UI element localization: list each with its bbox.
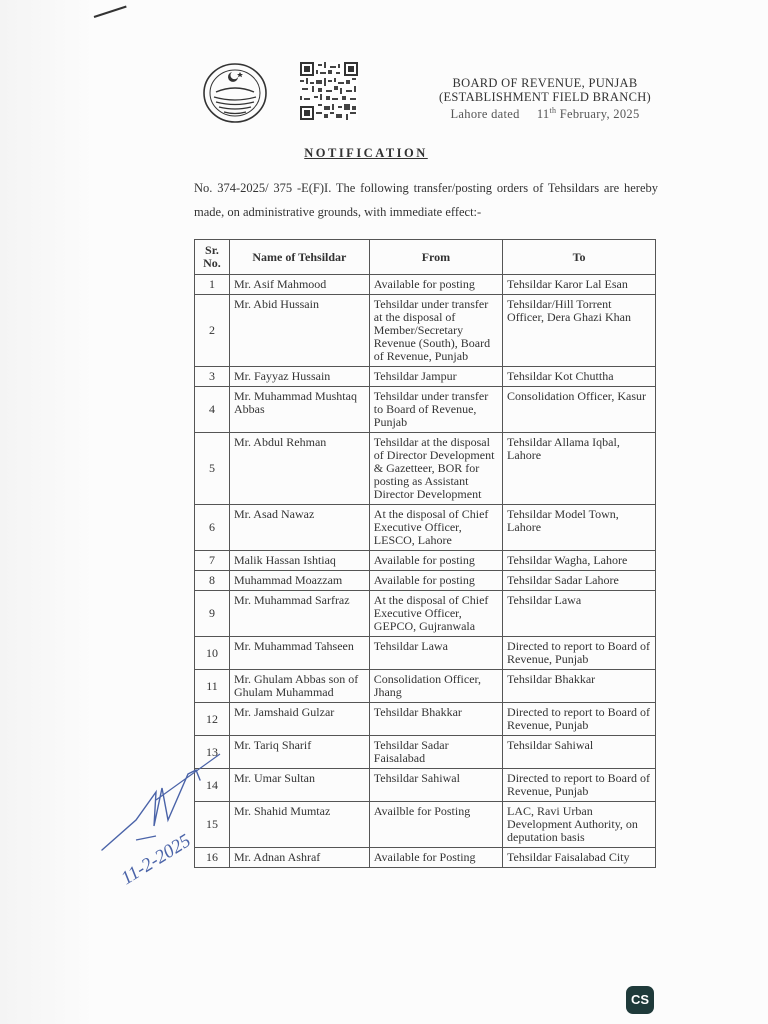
- date-line: [420, 104, 670, 121]
- table-body: [195, 275, 656, 868]
- cell-from: At the disposal of Chief Executive Officer, GEPCO, Gujranwala: [369, 591, 502, 637]
- cell-from: Available for posting: [369, 571, 502, 591]
- cell-to: Tehsildar Sadar Lahore: [503, 571, 656, 591]
- notification-title: NOTIFICATION: [304, 146, 428, 160]
- cell-sr-no: 16: [195, 848, 230, 868]
- date-rest: February, 2025: [559, 107, 640, 122]
- table-row: [195, 637, 656, 670]
- cell-sr-no: 1: [195, 275, 230, 295]
- cell-name: Mr. Adnan Ashraf: [229, 848, 369, 868]
- cell-name: Mr. Abid Hussain: [229, 295, 369, 367]
- table-row: [195, 848, 656, 868]
- table-row: [195, 703, 656, 736]
- cell-to: Tehsildar Allama Iqbal, Lahore: [503, 433, 656, 505]
- table-row: [195, 433, 656, 505]
- cell-name: Mr. Ghulam Abbas son of Ghulam Muhammad: [229, 670, 369, 703]
- cell-name: Mr. Shahid Mumtaz: [229, 802, 369, 848]
- cell-to: Directed to report to Board of Revenue, Punjab: [503, 637, 656, 670]
- header-from: From: [369, 240, 502, 275]
- office-header: [420, 76, 670, 121]
- cell-sr-no: 7: [195, 551, 230, 571]
- cell-sr-no: 5: [195, 433, 230, 505]
- date-prefix: Lahore dated: [450, 107, 520, 122]
- cell-to: Tehsildar Lawa: [503, 591, 656, 637]
- notification-intro: No. 374-2025/ 375 -E(F)I. The following transfer/posting orders of Tehsildars are hereby made, on administrative grounds, with immediate effect:-: [194, 181, 658, 219]
- cell-from: At the disposal of Chief Executive Officer, LESCO, Lahore: [369, 505, 502, 551]
- cell-sr-no: 9: [195, 591, 230, 637]
- cell-to: Tehsildar Sahiwal: [503, 736, 656, 769]
- signature-date: 11-2-2025: [117, 830, 195, 890]
- transfer-orders-table: [194, 239, 656, 868]
- office-line-2: (ESTABLISHMENT FIELD BRANCH): [438, 90, 652, 104]
- cell-sr-no: 11: [195, 670, 230, 703]
- pen-mark: [94, 6, 127, 18]
- date-day: 11: [536, 107, 550, 122]
- cell-sr-no: 8: [195, 571, 230, 591]
- cell-from: Tehsildar Lawa: [369, 637, 502, 670]
- cell-name: Mr. Muhammad Sarfraz: [229, 591, 369, 637]
- cell-from: Tehsildar Bhakkar: [369, 703, 502, 736]
- cell-to: Tehsildar Wagha, Lahore: [503, 551, 656, 571]
- camscanner-logo-icon: CS: [626, 986, 654, 1014]
- date-suffix: th: [549, 106, 557, 115]
- cell-name: Malik Hassan Ishtiaq: [229, 551, 369, 571]
- cell-to: Tehsildar Bhakkar: [503, 670, 656, 703]
- table-row: [195, 571, 656, 591]
- cell-name: Mr. Abdul Rehman: [229, 433, 369, 505]
- table-row: [195, 802, 656, 848]
- cell-to: Tehsildar/Hill Torrent Officer, Dera Ghazi Khan: [503, 295, 656, 367]
- cell-from: Tehsildar Sadar Faisalabad: [369, 736, 502, 769]
- header-to: To: [503, 240, 656, 275]
- header-name: Name of Tehsildar: [229, 240, 369, 275]
- table-row: [195, 295, 656, 367]
- cell-from: Tehsildar Jampur: [369, 367, 502, 387]
- cell-name: Mr. Asad Nawaz: [229, 505, 369, 551]
- table-header-row: [195, 240, 656, 275]
- cell-from: Consolidation Officer, Jhang: [369, 670, 502, 703]
- cell-from: Tehsildar under transfer to Board of Revenue, Punjab: [369, 387, 502, 433]
- cell-to: Directed to report to Board of Revenue, Punjab: [503, 703, 656, 736]
- cell-from: Tehsildar under transfer at the disposal of Member/Secretary Revenue (South), Board of Revenue, Punjab: [369, 295, 502, 367]
- table-row: [195, 551, 656, 571]
- cell-to: Tehsildar Karor Lal Esan: [503, 275, 656, 295]
- cell-from: Tehsildar at the disposal of Director Development & Gazetteer, BOR for posting as Assistant Director Development: [369, 433, 502, 505]
- cell-sr-no: 6: [195, 505, 230, 551]
- cell-name: Mr. Muhammad Mushtaq Abbas: [229, 387, 369, 433]
- cell-sr-no: 3: [195, 367, 230, 387]
- cell-name: Mr. Tariq Sharif: [229, 736, 369, 769]
- cell-from: Available for posting: [369, 551, 502, 571]
- table-row: [195, 505, 656, 551]
- cell-sr-no: 4: [195, 387, 230, 433]
- table-row: [195, 367, 656, 387]
- cell-from: Tehsildar Sahiwal: [369, 769, 502, 802]
- cell-name: Mr. Muhammad Tahseen: [229, 637, 369, 670]
- cell-name: Mr. Fayyaz Hussain: [229, 367, 369, 387]
- table-row: [195, 736, 656, 769]
- cell-to: Tehsildar Faisalabad City: [503, 848, 656, 868]
- cell-sr-no: 10: [195, 637, 230, 670]
- cell-name: Muhammad Moazzam: [229, 571, 369, 591]
- cell-name: Mr. Umar Sultan: [229, 769, 369, 802]
- cell-from: Available for Posting: [369, 848, 502, 868]
- table-row: [195, 591, 656, 637]
- cell-sr-no: 2: [195, 295, 230, 367]
- cell-sr-no: 14: [195, 769, 230, 802]
- header-sr-no: Sr. No.: [195, 240, 230, 275]
- handwritten-signature: [96, 740, 226, 890]
- cell-from: Available for posting: [369, 275, 502, 295]
- scan-shadow: [0, 0, 96, 1024]
- cell-sr-no: 13: [195, 736, 230, 769]
- cell-from: Availble for Posting: [369, 802, 502, 848]
- cell-sr-no: 15: [195, 802, 230, 848]
- cell-to: Consolidation Officer, Kasur: [503, 387, 656, 433]
- cell-to: LAC, Ravi Urban Development Authority, on deputation basis: [503, 802, 656, 848]
- cell-to: Tehsildar Model Town, Lahore: [503, 505, 656, 551]
- table-row: [195, 769, 656, 802]
- table-row: [195, 275, 656, 295]
- office-line-1: BOARD OF REVENUE, PUNJAB: [452, 76, 638, 90]
- government-seal-icon: [202, 62, 268, 124]
- cell-name: Mr. Jamshaid Gulzar: [229, 703, 369, 736]
- qr-code-icon: [300, 62, 358, 120]
- cell-to: Directed to report to Board of Revenue, Punjab: [503, 769, 656, 802]
- cell-name: Mr. Asif Mahmood: [229, 275, 369, 295]
- cell-to: Tehsildar Kot Chuttha: [503, 367, 656, 387]
- table-row: [195, 387, 656, 433]
- cell-sr-no: 12: [195, 703, 230, 736]
- table-row: [195, 670, 656, 703]
